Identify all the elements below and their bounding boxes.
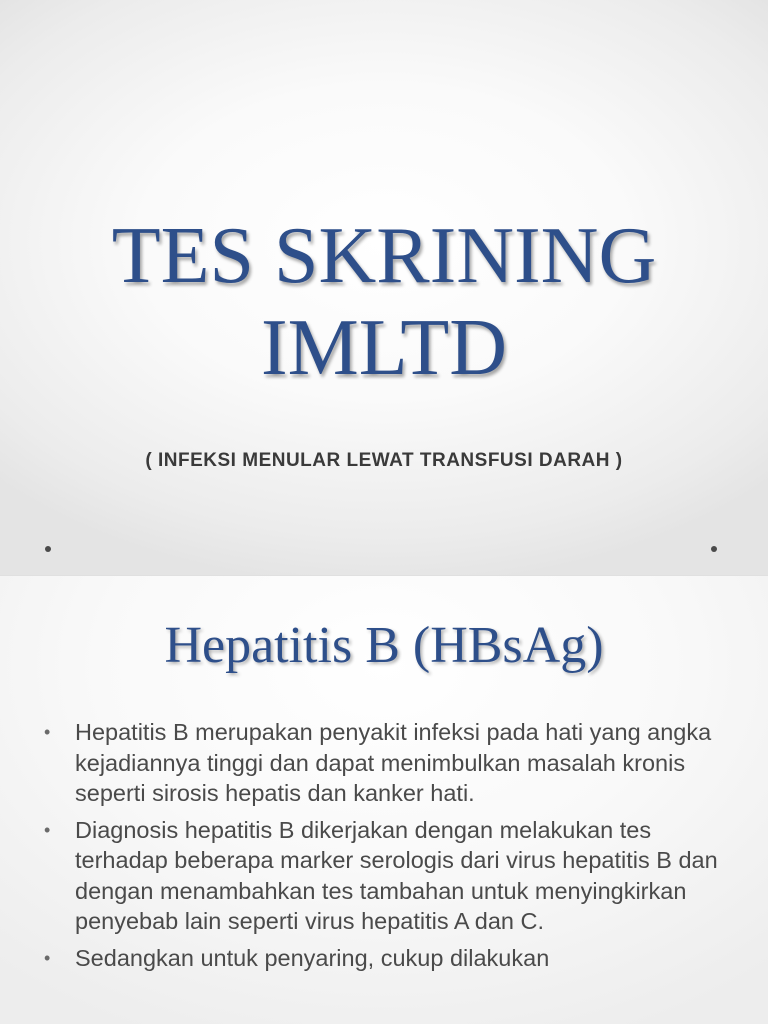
bullet-text: Hepatitis B merupakan penyakit infeksi pada hati yang angka kejadiannya tinggi dan dapat menimbulkan masalah kronis seperti sirosis hepatis dan kanker hati. xyxy=(75,719,712,806)
content-slide-title: Hepatitis B (HBsAg) xyxy=(164,617,604,674)
slide-title-line-1: TES SKRINING xyxy=(111,212,657,300)
content-slide xyxy=(0,576,768,1024)
slide-title xyxy=(0,210,768,394)
decorative-dot-right xyxy=(711,546,717,552)
bullet-list xyxy=(44,717,734,979)
bullet-item xyxy=(44,943,734,974)
bullet-marker-icon: • xyxy=(44,947,51,968)
bullet-item xyxy=(44,815,734,937)
bullet-text: Sedangkan untuk penyaring, cukup dilakukan xyxy=(75,944,550,971)
bullet-marker-icon: • xyxy=(44,819,51,840)
bullet-item xyxy=(44,717,734,809)
slide-subtitle: ( INFEKSI MENULAR LEWAT TRANSFUSI DARAH ) xyxy=(145,450,623,471)
bullet-text: Diagnosis hepatitis B dikerjakan dengan melakukan tes terhadap beberapa marker serologis dari virus hepatitis B dan dengan menambahkan tes tambahan untuk menyingkirkan penyebab lain seperti virus hepatitis A dan C. xyxy=(75,816,718,934)
bullet-marker-icon: • xyxy=(44,722,51,742)
decorative-dot-left xyxy=(45,546,51,552)
slide-title-line-2: IMLTD xyxy=(261,304,507,392)
